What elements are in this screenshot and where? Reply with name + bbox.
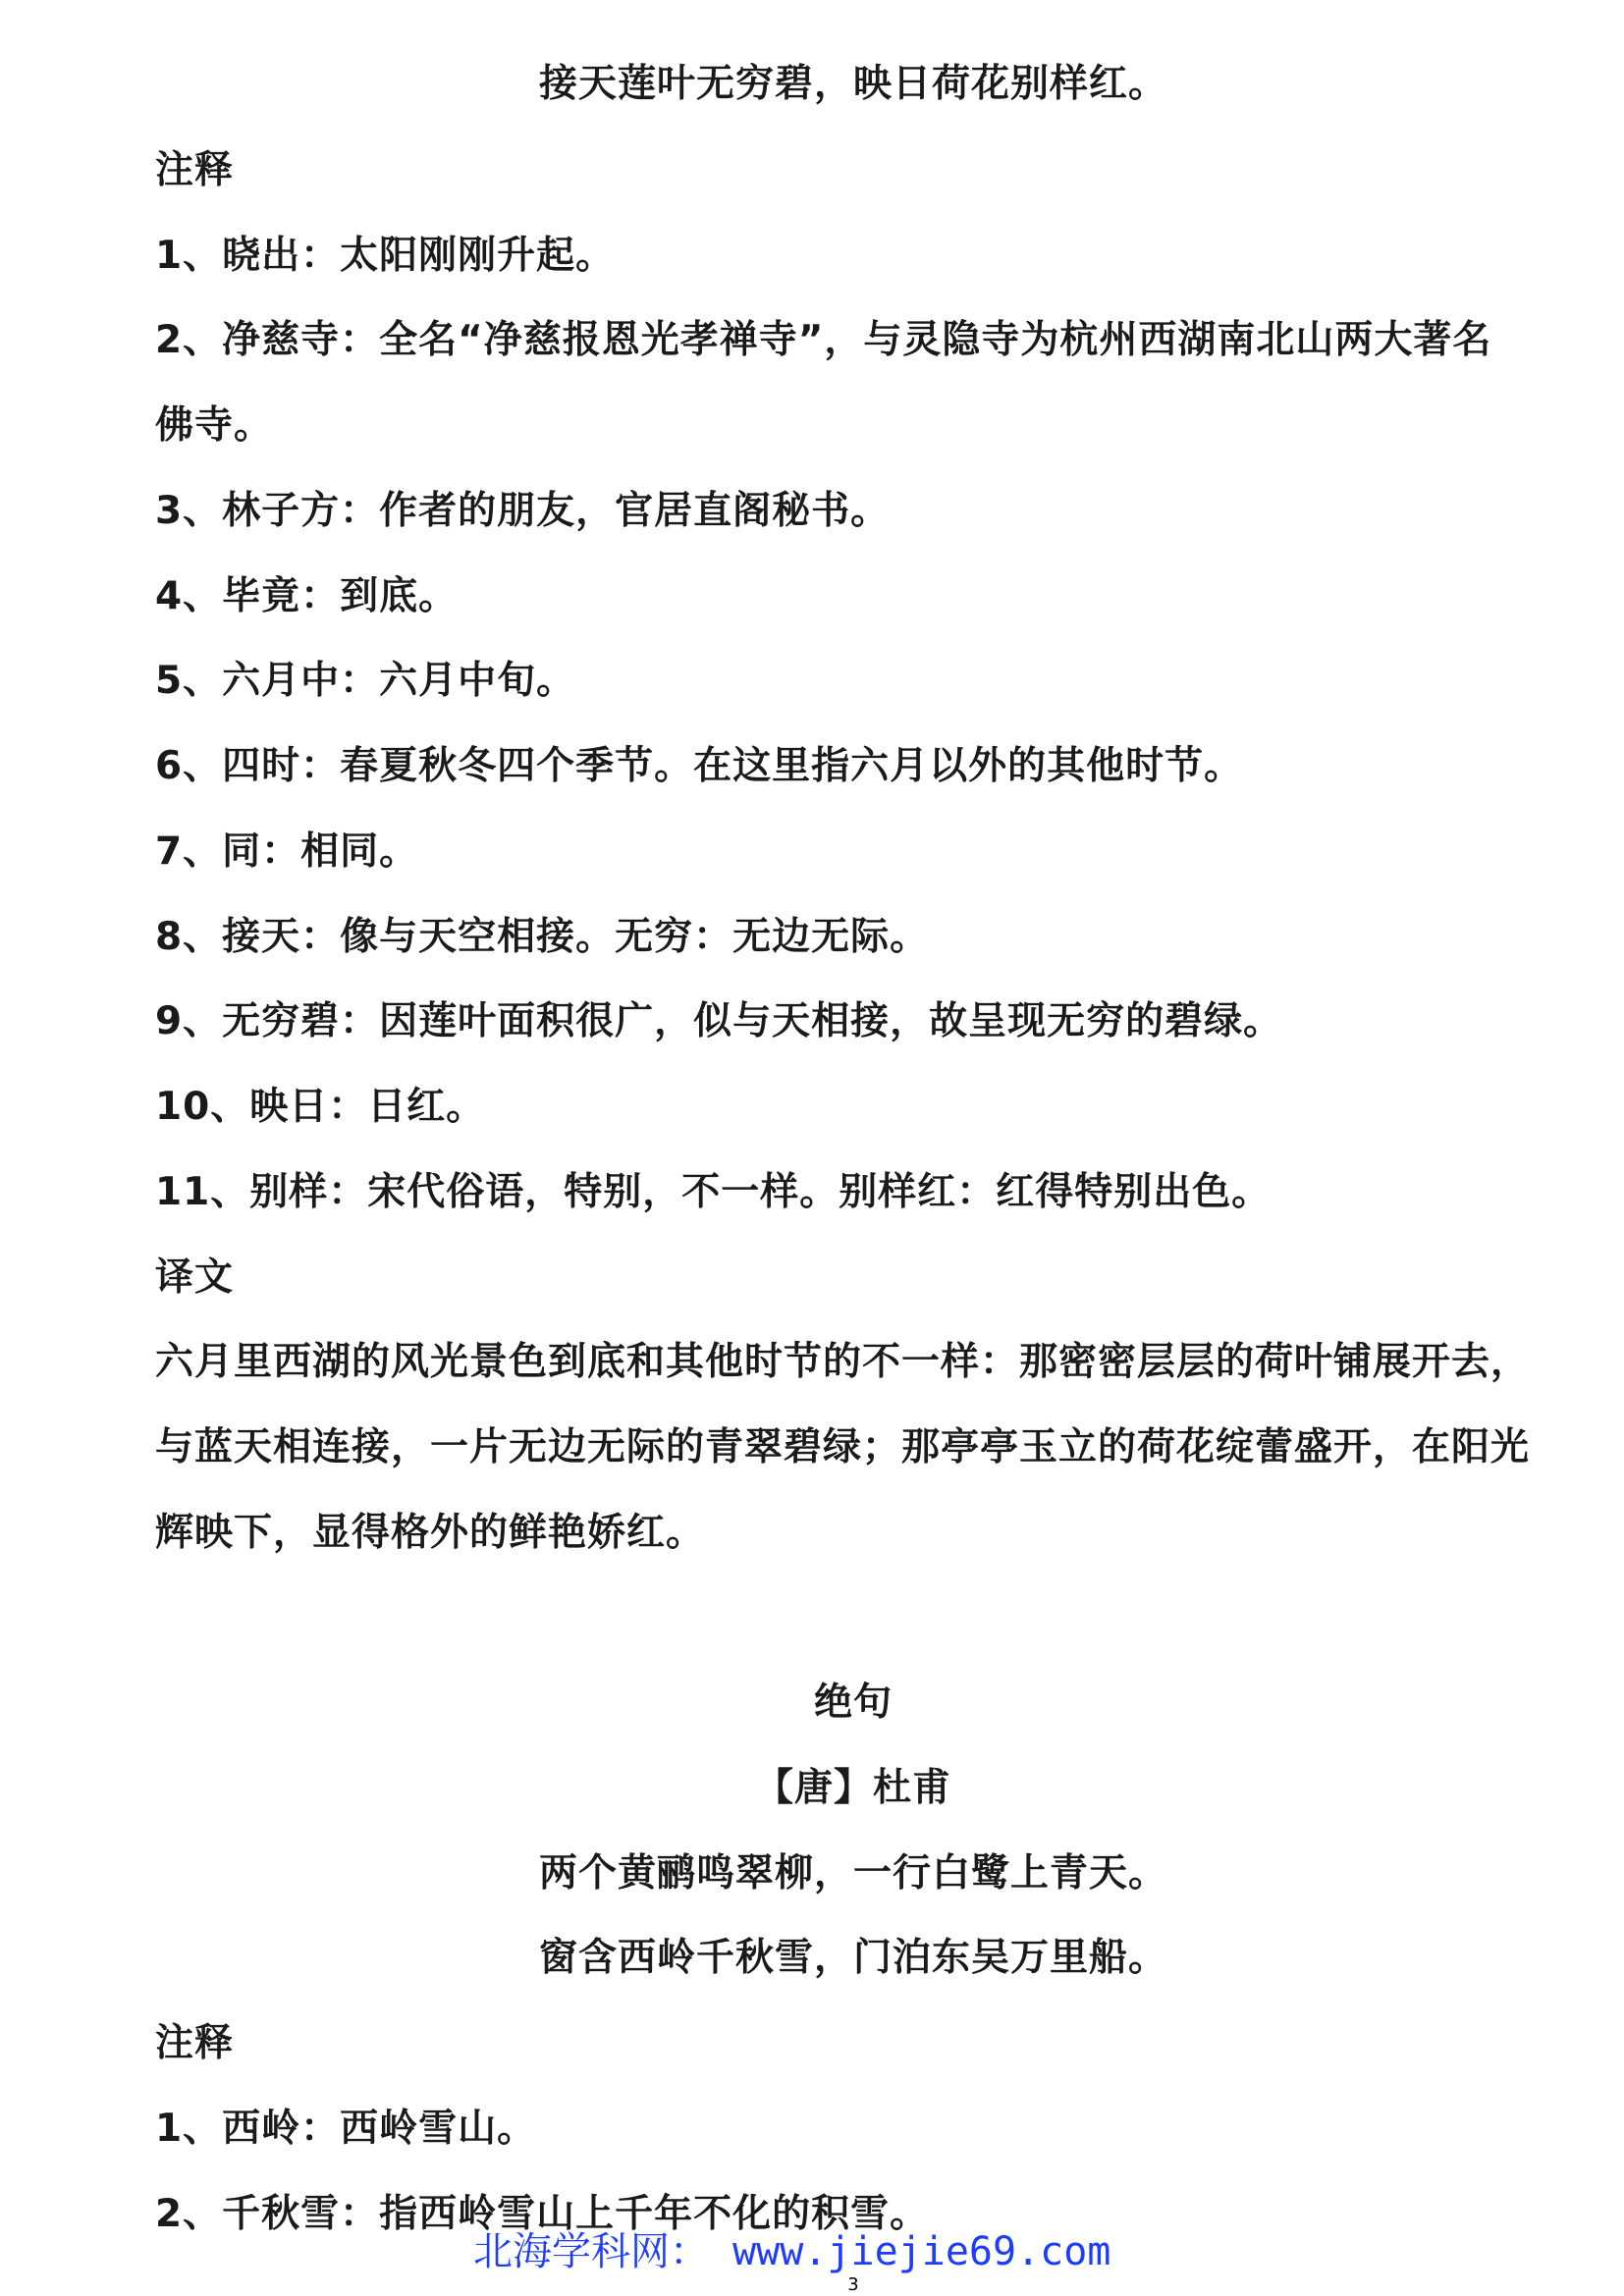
note-item: 10、映日：日红。 <box>155 1085 486 1129</box>
note-item: 8、接天：像与天空相接。无穷：无边无际。 <box>155 915 930 959</box>
watermark-link[interactable]: 北海学科网： www.jiejie69.com <box>473 2229 1111 2274</box>
translation-line: 与蓝天相连接，一片无边无际的青翠碧绿；那亭亭玉立的荷花绽蕾盛开，在阳光 <box>155 1425 1531 1469</box>
translation1-heading: 译文 <box>155 1255 235 1300</box>
note-item: 2、净慈寺：全名“净慈报恩光孝禅寺”，与灵隐寺为杭州西湖南北山两大著名 <box>155 318 1492 362</box>
note-item: 4、毕竟：到底。 <box>155 574 459 618</box>
translation-line: 辉映下，显得格外的鲜艳娇红。 <box>155 1511 706 1555</box>
note-item: 5、六月中：六月中旬。 <box>155 659 576 703</box>
note-item: 2、千秋雪：指西岭雪山上千年不化的积雪。 <box>155 2192 930 2236</box>
note-item: 佛寺。 <box>155 403 274 448</box>
poem2-title: 绝句 <box>813 1681 893 1725</box>
page-number: 3 <box>847 2274 859 2295</box>
poem2-line: 两个黄鹂鸣翠柳，一行白鹭上青天。 <box>538 1851 1167 1896</box>
note-item: 1、西岭：西岭雪山。 <box>155 2107 537 2151</box>
notes2-heading: 注释 <box>155 2021 235 2065</box>
translation-line: 六月里西湖的风光景色到底和其他时节的不一样：那密密层层的荷叶铺展开去， <box>155 1340 1531 1384</box>
note-item: 1、晓出：太阳刚刚升起。 <box>155 234 616 278</box>
note-item: 9、无穷碧：因莲叶面积很广，似与天相接，故呈现无穷的碧绿。 <box>155 999 1283 1043</box>
note-item: 3、林子方：作者的朋友，官居直阁秘书。 <box>155 489 891 533</box>
note-item: 11、别样：宋代俗语，特别，不一样。别样红：红得特别出色。 <box>155 1170 1272 1214</box>
note-item: 6、四时：春夏秋冬四个季节。在这里指六月以外的其他时节。 <box>155 744 1244 788</box>
note-item: 7、同：相同。 <box>155 829 419 874</box>
poem2-author: 【唐】杜甫 <box>754 1766 951 1810</box>
notes1-heading: 注释 <box>155 148 235 192</box>
poem2-line: 窗含西岭千秋雪，门泊东吴万里船。 <box>538 1936 1167 1980</box>
poem1-line: 接天莲叶无穷碧，映日荷花别样红。 <box>538 62 1167 106</box>
